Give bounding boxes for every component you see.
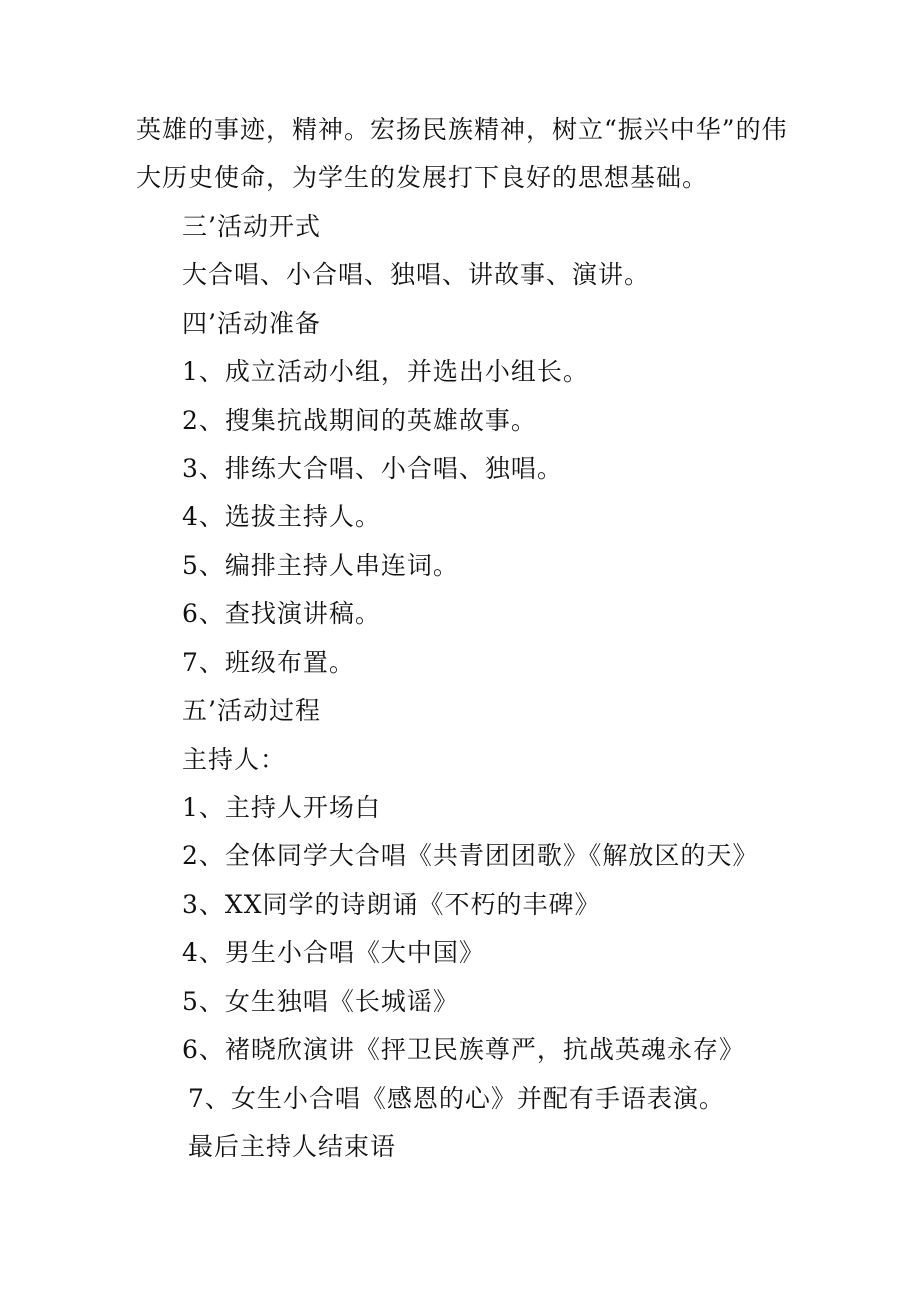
- prep-item-3: 3、排练大合唱、小合唱、独唱。: [182, 454, 563, 483]
- intro-line-1: 英雄的事迹，精神。宏扬民族精神，树立“振兴中华”的伟: [136, 115, 788, 144]
- process-item-4: 4、男生小合唱《大中国》: [182, 938, 485, 967]
- section-3-title: 三’活动开式: [182, 212, 321, 241]
- process-item-5: 5、女生独唱《长城谣》: [182, 987, 459, 1016]
- prep-item-2: 2、搜集抗战期间的英雄故事。: [182, 406, 537, 435]
- process-item-6: 6、褚晓欣演讲《抨卫民族尊严，抗战英魂永存》: [182, 1035, 745, 1064]
- prep-item-6: 6、查找演讲稿。: [182, 599, 381, 628]
- prep-item-5: 5、编排主持人串连词。: [182, 551, 459, 580]
- section-3-text: 大合唱、小合唱、独唱、讲故事、演讲。: [182, 260, 651, 289]
- intro-line-2: 大历史使命，为学生的发展打下良好的思想基础。: [136, 163, 709, 192]
- prep-item-4: 4、选拔主持人。: [182, 502, 381, 531]
- process-item-3: 3、XX同学的诗朗诵《不朽的丰碑》: [182, 890, 601, 919]
- section-5-title: 五’活动过程: [182, 696, 321, 725]
- closing-line: 最后主持人结束语: [188, 1132, 397, 1161]
- prep-item-1: 1、成立活动小组，并选出小组长。: [182, 357, 589, 386]
- process-item-1: 1、主持人开场白: [182, 793, 381, 822]
- process-item-2: 2、全体同学大合唱《共青团团歌》《解放区的天》: [182, 841, 759, 870]
- host-label: 主持人：: [182, 745, 287, 774]
- section-4-title: 四’活动准备: [182, 309, 321, 338]
- process-item-7: 7、女生小合唱《感恩的心》并配有手语表演。: [188, 1084, 725, 1113]
- prep-item-7: 7、班级布置。: [182, 648, 355, 677]
